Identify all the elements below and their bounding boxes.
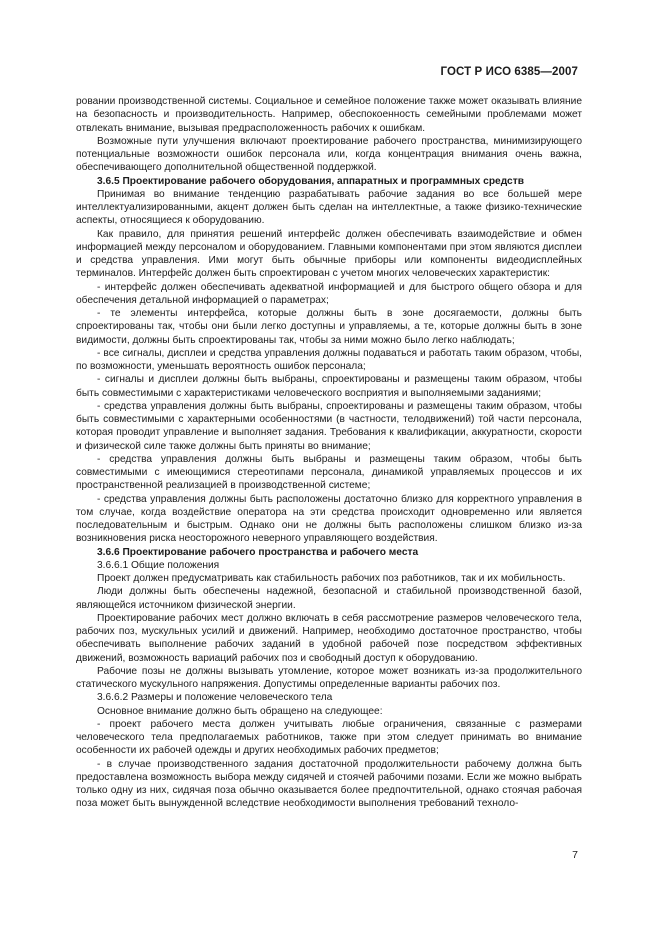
paragraph: Рабочие позы не должны вызывать утомление, которое может возникать из-за продолжительного статического мускульного напряжения. Допустимы определенные варианты рабочих поз. — [76, 665, 582, 690]
paragraph: Основное внимание должно быть обращено на следующее: — [97, 705, 383, 717]
list-item: - проект рабочего места должен учитывать любые ограничения, связанные с размерами человеческого тела предполагаемых работников, также при этом следует принимать во внимание особенности их рабочей одежды и других необходимых рабочих предметов; — [76, 718, 582, 757]
section-heading: 3.6.6 Проектирование рабочего пространства и рабочего места — [97, 546, 419, 558]
paragraph: Проект должен предусматривать как стабильность рабочих поз работников, так и их мобильность. — [97, 573, 566, 584]
body-text — [76, 95, 582, 811]
list-item: - все сигналы, дисплеи и средства управления должны подаваться и работать таким образом, чтобы, по возможности, уменьшать вероятность ошибок персонала; — [76, 347, 582, 372]
list-item: - те элементы интерфейса, которые должны быть в зоне досягаемости, должны быть спроектированы так, чтобы они были легко доступны и управляемы, а те, которые должны быть в зоне видимости, должны быть спроектированы так, чтобы за ними можно было легко наблюдать; — [76, 308, 582, 346]
list-item: - средства управления должны быть расположены достаточно близко для корректного управления в том случае, когда воздействие оператора на эти средства происходит одновременно или является последовательным и быстрым. Однако они не должны быть расположены слишком близко из-за возникновения риска неосторожного неверного управляющего воздействия. — [76, 493, 582, 545]
list-item: - сигналы и дисплеи должны быть выбраны, спроектированы и размещены таким образом, чтобы быть совместимыми с характеристиками человеческого восприятия и выполняемыми заданиями; — [76, 374, 582, 399]
list-item: - интерфейс должен обеспечивать адекватной информацией и для быстрого общего обзора и для обеспечения детальной информацией о параметрах; — [76, 281, 582, 306]
paragraph: ровании производственной системы. Социальное и семейное положение также может оказывать влияние на безопасность и производительность. Например, обеспокоенность семейными проблемами может отвлекать внимание, вызывая предрасположенность рабочих к ошибкам. — [76, 96, 582, 134]
paragraph: Люди должны быть обеспечены надежной, безопасной и стабильной производственной базой, являющейся источником физической энергии. — [76, 586, 582, 611]
paragraph: Как правило, для принятия решений интерфейс должен обеспечивать взаимодействие и обмен информацией между персоналом и оборудованием. Главными компонентами при этом являются дисплеи и средства управления. Ими могут быть обычные приборы или компоненты видеодисплейных терминалов. Интерфейс должен быть спроектирован с учетом многих человеческих характеристик: — [76, 228, 582, 280]
page-number: 7 — [572, 849, 578, 861]
paragraph: Принимая во внимание тенденцию разрабатывать рабочие задания во все большей мере интеллектуализированными, акцент должен быть сделан на интеллектные, а также физико-технические аспекты, относящиеся к оборудованию. — [76, 188, 582, 227]
list-item: - в случае производственного задания достаточной продолжительности рабочему должна быть предоставлена возможность выбора между сидячей и стоячей рабочими позами. Если же можно выбрать только одну из них, сидячая поза обычно оказывается более предпочтительной, однако стоячая рабочая поза может быть вынужденной вследствие необходимости выполнения требований техноло- — [76, 758, 582, 810]
paragraph: Проектирование рабочих мест должно включать в себя рассмотрение размеров человеческого тела, рабочих поз, мускульных усилий и движений. Например, необходимо достаточное пространство, чтобы обеспечивать выполнение рабочих заданий в удобной рабочей позе посредством эффективных движений, возможность вариаций рабочих поз и свободный доступ к оборудованию. — [76, 612, 582, 664]
subsection-heading: 3.6.6.2 Размеры и положение человеческого тела — [97, 692, 333, 704]
subsection-heading: 3.6.6.1 Общие положения — [97, 559, 220, 571]
standard-header: ГОСТ Р ИСО 6385—2007 — [440, 66, 578, 78]
list-item: - средства управления должны быть выбраны, спроектированы и размещены таким образом, чтобы быть совместимыми с характерными особенностями (в частности, телодвижений) той части персонала, которая проводит управление и выполняет задания. Требования к квалификации, аккуратности, скорости и физической силе также должны быть приняты во внимание; — [76, 400, 582, 452]
paragraph: Возможные пути улучшения включают проектирование рабочего пространства, минимизирующего потенциальные возможности ошибок персонала или, когда концентрация внимания очень важна, обеспечивающего дополнительной общественной поддержкой. — [76, 135, 582, 174]
list-item: - средства управления должны быть выбраны и размещены таким образом, чтобы быть совместимыми с имеющимися стереотипами персонала, динамикой управляемых процессов и их пространственной реализацией в производственной системе; — [76, 453, 582, 492]
section-heading: 3.6.5 Проектирование рабочего оборудования, аппаратных и программных средств — [97, 175, 524, 187]
